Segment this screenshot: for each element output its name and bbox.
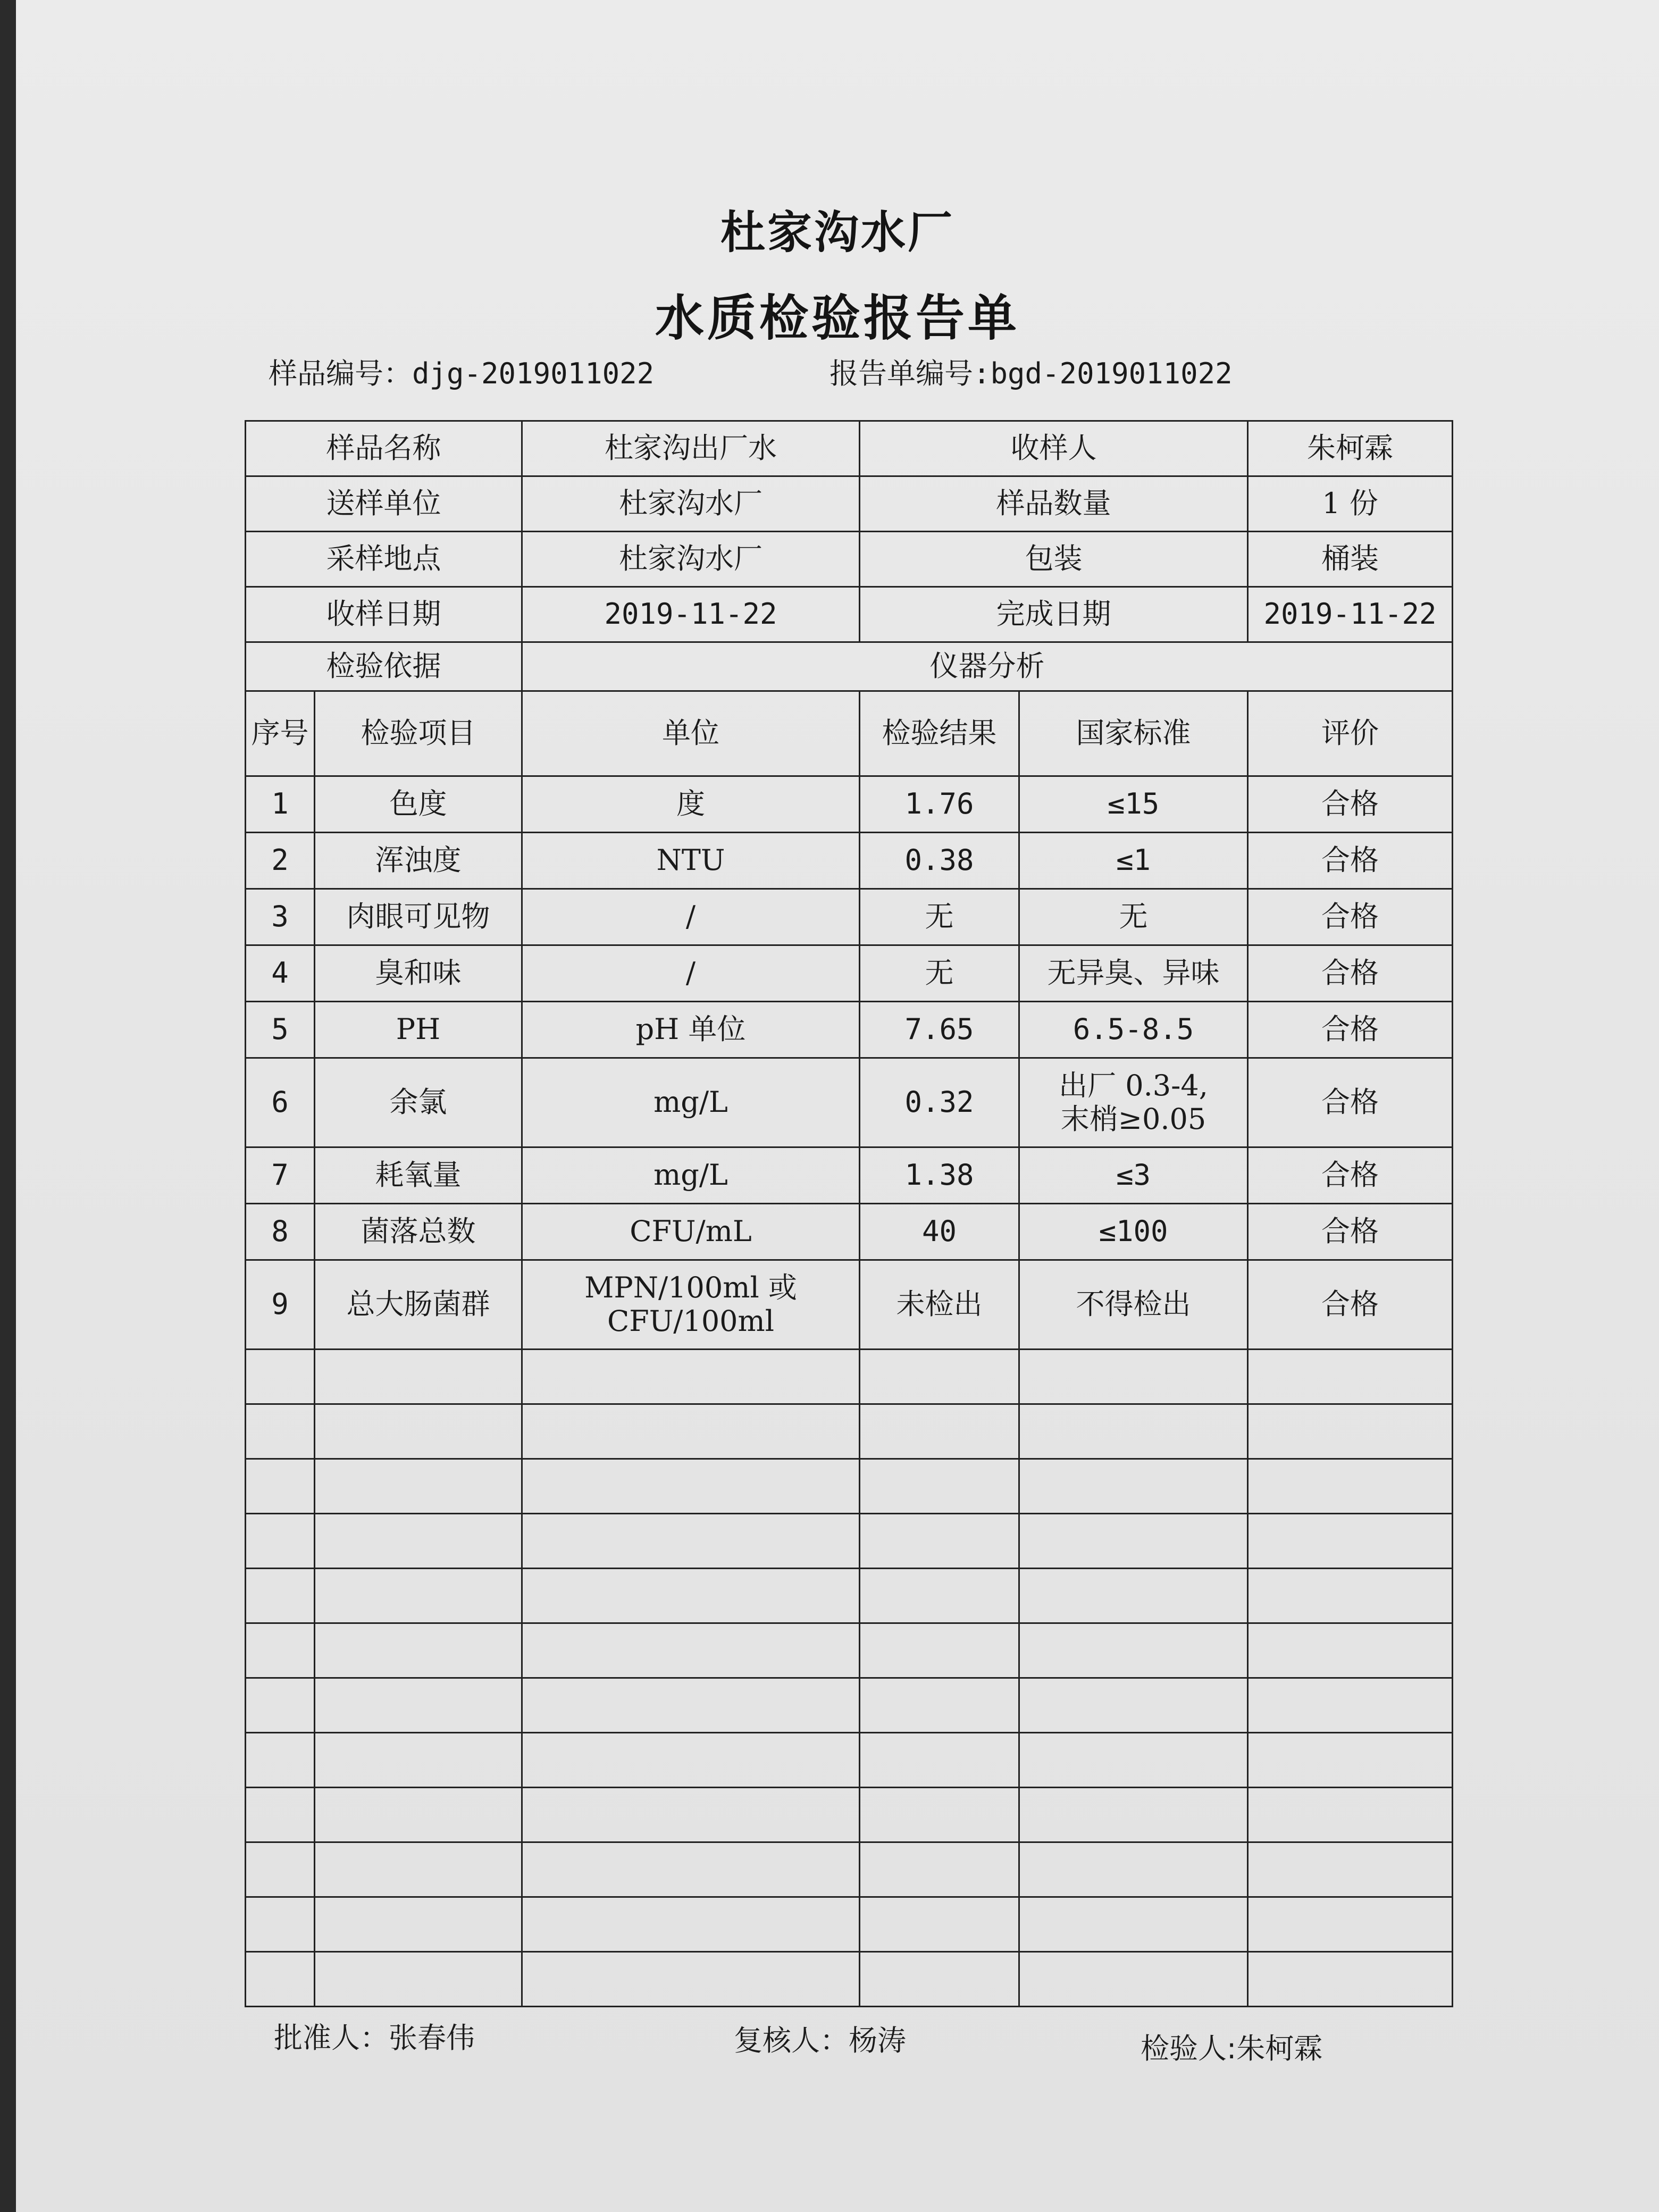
row-standard: 无 [1019,889,1248,945]
empty-cell [315,1350,522,1404]
table-row [246,1204,1453,1260]
col-header-eval: 评价 [1248,691,1453,776]
sender-value: 杜家沟水厂 [522,476,860,532]
empty-row [246,1569,1453,1623]
empty-cell [860,1842,1019,1897]
empty-cell [860,1404,1019,1459]
empty-row [246,1404,1453,1459]
row-no: 7 [246,1147,315,1204]
row-eval: 合格 [1248,1147,1453,1204]
empty-cell [1248,1842,1453,1897]
row-result: 未检出 [860,1260,1019,1350]
location-label: 采样地点 [246,532,522,587]
empty-cell [246,1897,315,1952]
empty-cell [860,1897,1019,1952]
row-item: 余氯 [315,1058,522,1147]
empty-cell [522,1842,860,1897]
col-header-result: 检验结果 [860,691,1019,776]
empty-cell [860,1514,1019,1569]
empty-cell [860,1952,1019,2007]
empty-cell [522,1350,860,1404]
empty-cell [522,1952,860,2007]
row-result: 1.76 [860,776,1019,833]
table-row [246,1058,1453,1147]
report-number-value: bgd-2019011022 [990,357,1233,390]
row-item: 肉眼可见物 [315,889,522,945]
empty-row [246,1678,1453,1733]
empty-cell [1019,1623,1248,1678]
empty-cell [522,1514,860,1569]
row-standard: ≤15 [1019,776,1248,833]
row-standard: 无异臭、异味 [1019,945,1248,1002]
row-unit: / [522,889,860,945]
empty-cell [860,1459,1019,1514]
row-item: 菌落总数 [315,1204,522,1260]
empty-cell [860,1350,1019,1404]
row-no: 9 [246,1260,315,1350]
empty-cell [246,1952,315,2007]
row-standard-line: 出厂 0.3-4, [1059,1069,1208,1103]
row-item: 臭和味 [315,945,522,1002]
row-standard [1019,1058,1248,1147]
col-header-unit: 单位 [522,691,860,776]
row-standard: ≤100 [1019,1204,1248,1260]
empty-cell [1019,1459,1248,1514]
org-name: 杜家沟水厂 [720,206,954,258]
empty-cell [246,1514,315,1569]
row-result: 0.32 [860,1058,1019,1147]
row-standard: 6.5-8.5 [1019,1002,1248,1058]
package-label: 包装 [860,532,1248,587]
row-unit: pH 单位 [522,1002,860,1058]
empty-cell [522,1623,860,1678]
row-unit: / [522,945,860,1002]
empty-cell [315,1459,522,1514]
empty-cell [246,1569,315,1623]
row-unit: CFU/mL [522,1204,860,1260]
empty-cell [1248,1623,1453,1678]
receiver-value: 朱柯霖 [1248,421,1453,476]
empty-cell [315,1404,522,1459]
row-eval: 合格 [1248,1204,1453,1260]
row-eval: 合格 [1248,1058,1453,1147]
row-item: 浑浊度 [315,833,522,889]
empty-cell [860,1733,1019,1788]
empty-cell [315,1897,522,1952]
location-value: 杜家沟水厂 [522,532,860,587]
basis-value: 仪器分析 [522,642,1453,691]
empty-cell [246,1842,315,1897]
info-row [246,587,1453,642]
empty-cell [246,1733,315,1788]
row-result: 40 [860,1204,1019,1260]
row-standard: ≤3 [1019,1147,1248,1204]
sample-number-value: djg-2019011022 [412,357,655,390]
empty-cell [522,1788,860,1842]
empty-cell [1248,1404,1453,1459]
row-item: 总大肠菌群 [315,1260,522,1350]
row-unit: mg/L [522,1058,860,1147]
empty-cell [1248,1897,1453,1952]
report-title: 水质检验报告单 [655,290,1020,347]
info-row [246,532,1453,587]
row-no: 1 [246,776,315,833]
empty-cell [315,1842,522,1897]
table-row [246,1147,1453,1204]
empty-cell [246,1459,315,1514]
table-row [246,1260,1453,1350]
inspector-signature: 检验人:朱柯霖 [1141,2032,1323,2065]
col-header-standard: 国家标准 [1019,691,1248,776]
row-unit-line: MPN/100ml 或 [584,1271,797,1305]
sender-label: 送样单位 [246,476,522,532]
row-unit: NTU [522,833,860,889]
empty-cell [315,1788,522,1842]
empty-cell [522,1404,860,1459]
table-row [246,889,1453,945]
row-unit-line: CFU/100ml [607,1304,775,1338]
empty-cell [315,1514,522,1569]
row-eval: 合格 [1248,889,1453,945]
empty-cell [522,1678,860,1733]
empty-cell [1019,1788,1248,1842]
empty-cell [860,1788,1019,1842]
row-eval: 合格 [1248,1002,1453,1058]
finish-date-value: 2019-11-22 [1248,587,1453,642]
row-no: 6 [246,1058,315,1147]
report-number [830,351,1233,392]
row-unit: 度 [522,776,860,833]
quantity-value: 1 份 [1248,476,1453,532]
empty-row [246,1514,1453,1569]
row-standard: ≤1 [1019,833,1248,889]
empty-cell [1019,1350,1248,1404]
empty-cell [1248,1459,1453,1514]
empty-cell [1019,1678,1248,1733]
sample-name-label: 样品名称 [246,421,522,476]
row-result: 无 [860,945,1019,1002]
row-unit [522,1260,860,1350]
row-result: 7.65 [860,1002,1019,1058]
receive-date-value: 2019-11-22 [522,587,860,642]
empty-cell [246,1350,315,1404]
empty-cell [1248,1678,1453,1733]
column-header-row [246,691,1453,776]
table-row [246,1002,1453,1058]
basis-label: 检验依据 [246,642,522,691]
empty-cell [1019,1952,1248,2007]
row-eval: 合格 [1248,1260,1453,1350]
row-no: 2 [246,833,315,889]
sample-number [269,351,654,392]
row-result: 1.38 [860,1147,1019,1204]
report-number-label: 报告单编号: [830,357,991,390]
empty-cell [1019,1897,1248,1952]
empty-cell [315,1733,522,1788]
info-row [246,476,1453,532]
report-paper [16,0,1659,2212]
empty-row [246,1952,1453,2007]
empty-cell [1248,1952,1453,2007]
report-table [245,420,1453,2007]
quantity-label: 样品数量 [860,476,1248,532]
empty-cell [860,1623,1019,1678]
row-result: 无 [860,889,1019,945]
empty-row [246,1623,1453,1678]
table-row [246,776,1453,833]
col-header-no: 序号 [246,691,315,776]
empty-cell [1248,1350,1453,1404]
basis-row [246,642,1453,691]
empty-cell [315,1952,522,2007]
sample-name-value: 杜家沟出厂水 [522,421,860,476]
empty-cell [860,1678,1019,1733]
empty-row [246,1459,1453,1514]
row-no: 8 [246,1204,315,1260]
empty-cell [1248,1733,1453,1788]
sample-number-label: 样品编号： [269,357,412,390]
table-row [246,833,1453,889]
empty-cell [522,1733,860,1788]
receive-date-label: 收样日期 [246,587,522,642]
info-row [246,421,1453,476]
receiver-label: 收样人 [860,421,1248,476]
empty-row [246,1897,1453,1952]
empty-cell [315,1623,522,1678]
empty-cell [1019,1514,1248,1569]
empty-cell [1019,1842,1248,1897]
table-row [246,945,1453,1002]
empty-cell [246,1788,315,1842]
row-standard: 不得检出 [1019,1260,1248,1350]
row-eval: 合格 [1248,776,1453,833]
empty-cell [1248,1569,1453,1623]
row-item: 色度 [315,776,522,833]
empty-row [246,1842,1453,1897]
row-no: 4 [246,945,315,1002]
approver-signature: 批准人：张春伟 [274,2021,475,2055]
empty-cell [1248,1514,1453,1569]
reviewer-signature: 复核人：杨涛 [734,2024,906,2057]
empty-cell [1019,1733,1248,1788]
row-unit: mg/L [522,1147,860,1204]
empty-row [246,1350,1453,1404]
row-standard-line: 末梢≥0.05 [1060,1102,1206,1136]
row-item: 耗氧量 [315,1147,522,1204]
col-header-item: 检验项目 [315,691,522,776]
package-value: 桶装 [1248,532,1453,587]
finish-date-label: 完成日期 [860,587,1248,642]
empty-cell [246,1678,315,1733]
row-no: 5 [246,1002,315,1058]
empty-cell [1248,1788,1453,1842]
empty-cell [1019,1404,1248,1459]
empty-cell [860,1569,1019,1623]
empty-row [246,1788,1453,1842]
row-result: 0.38 [860,833,1019,889]
empty-cell [315,1678,522,1733]
empty-cell [1019,1569,1248,1623]
empty-cell [522,1459,860,1514]
empty-cell [522,1897,860,1952]
row-eval: 合格 [1248,945,1453,1002]
row-eval: 合格 [1248,833,1453,889]
empty-cell [522,1569,860,1623]
empty-cell [246,1623,315,1678]
empty-row [246,1733,1453,1788]
row-no: 3 [246,889,315,945]
empty-cell [246,1404,315,1459]
row-item: PH [315,1002,522,1058]
empty-cell [315,1569,522,1623]
